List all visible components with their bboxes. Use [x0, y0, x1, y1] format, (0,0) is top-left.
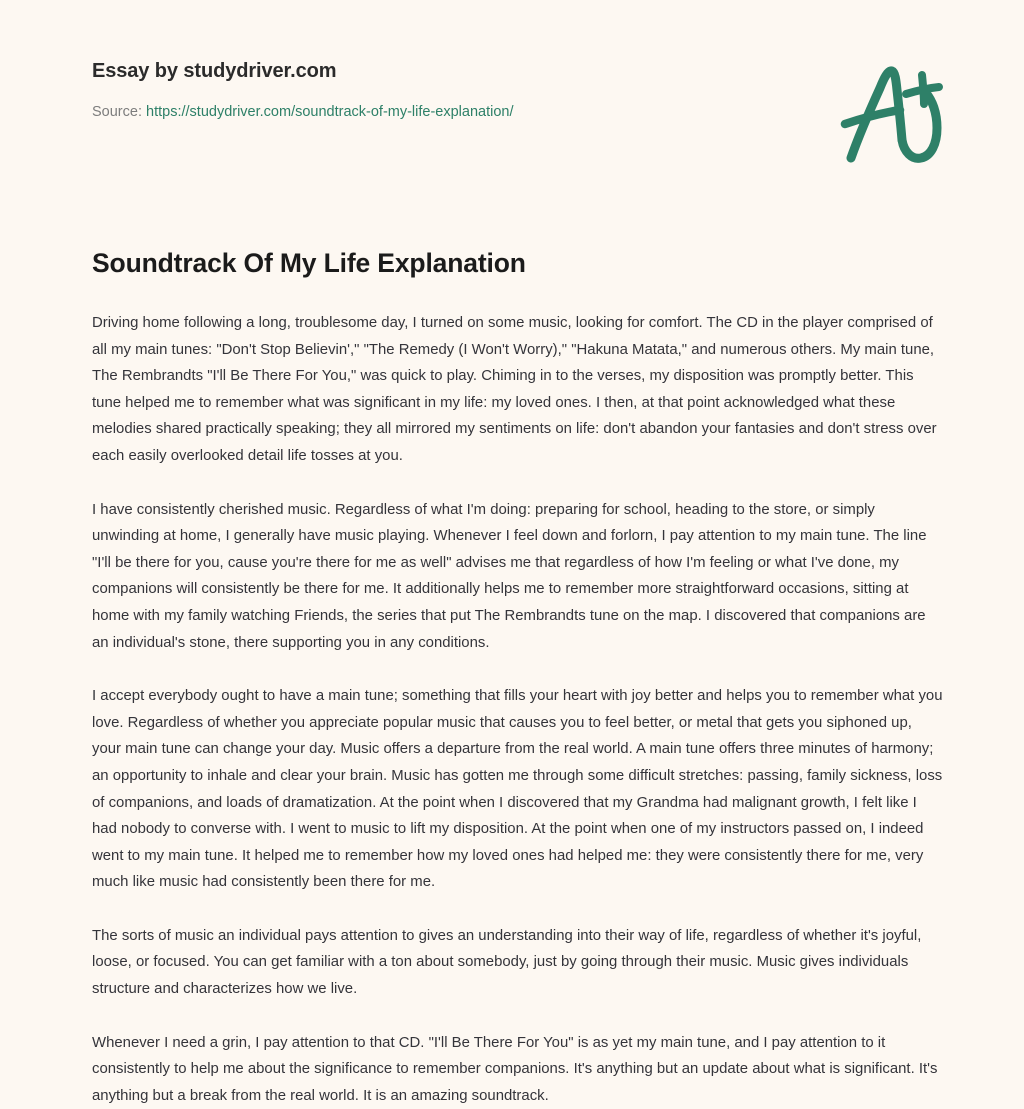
essay-paragraph: Driving home following a long, troublesome day, I turned on some music, looking for comfort. The CD in the player comprised of all my main tunes: "Don't Stop Believin'," "The Remedy (I Won't Worry)," "Hakuna Matata," and numerous others. My main tune, The Rembrandts "I'll Be There For You," was quick to play. Chiming in to the verses, my disposition was promptly better. This tune helped me to remember what was significant in my life: my loved ones. I then, at that point acknowledged what these melodies shared practically speaking; they all mirrored my sentiments on life: don't abandon your fantasies and don't stress over each easily overlooked detail life tosses at you.: [92, 315, 937, 464]
essay-body: [92, 310, 944, 1109]
essay-paragraph: Whenever I need a grin, I pay attention to that CD. "I'll Be There For You" is as yet my main tune, and I pay attention to it consistently to help me about the significance to remember companions. It's anything but an update about what is significant. It's anything but a break from the real world. It is an amazing soundtrack.: [92, 1034, 938, 1104]
source-label: Source:: [92, 104, 142, 120]
studydriver-a-plus-logo-icon: [834, 62, 950, 166]
essay-paragraph: I accept everybody ought to have a main tune; something that fills your heart with joy better and helps you to remember what you love. Regardless of whether you appreciate popular music that causes you to feel better, or metal that gets you siphoned up, your main tune can change your day. Music offers a departure from the real world. A main tune offers three minutes of harmony; an opportunity to inhale and clear your brain. Music has gotten me through some difficult stretches: passing, family sickness, loss of companions, and loads of dramatization. At the point when I discovered that my Grandma had malignant growth, I felt like I had nobody to converse with. I went to music to lift my disposition. At the point when one of my instructors passed on, I indeed went to my main tune. It helped me to remember how my loved ones had helped me: they were consistently there for me, very much like music had consistently been there for me.: [92, 688, 943, 891]
source-line: [92, 102, 944, 122]
document-header: [92, 58, 944, 178]
essay-paragraph: I have consistently cherished music. Regardless of what I'm doing: preparing for school, heading to the store, or simply unwinding at home, I generally have music playing. Whenever I feel down and forlorn, I pay attention to my main tune. The line "I'll be there for you, cause you're there for me as well" advises me that regardless of how I'm feeling or what I've done, my companions will consistently be there for me. It additionally helps me to remember more straightforward occasions, sitting at home with my family watching Friends, the series that put The Rembrandts tune on the map. I discovered that companions are an individual's stone, there supporting you in any conditions.: [92, 501, 927, 651]
essay-paragraph: The sorts of music an individual pays attention to gives an understanding into their way of life, regardless of whether it's joyful, loose, or focused. You can get familiar with a ton about somebody, just by going through their music. Music gives individuals structure and characterizes how we live.: [92, 927, 922, 998]
source-url-link[interactable]: https://studydriver.com/soundtrack-of-my-life-explanation/: [146, 104, 514, 120]
essay-byline: Essay by studydriver.com: [92, 60, 337, 82]
page-title: Soundtrack Of My Life Explanation: [92, 248, 526, 278]
